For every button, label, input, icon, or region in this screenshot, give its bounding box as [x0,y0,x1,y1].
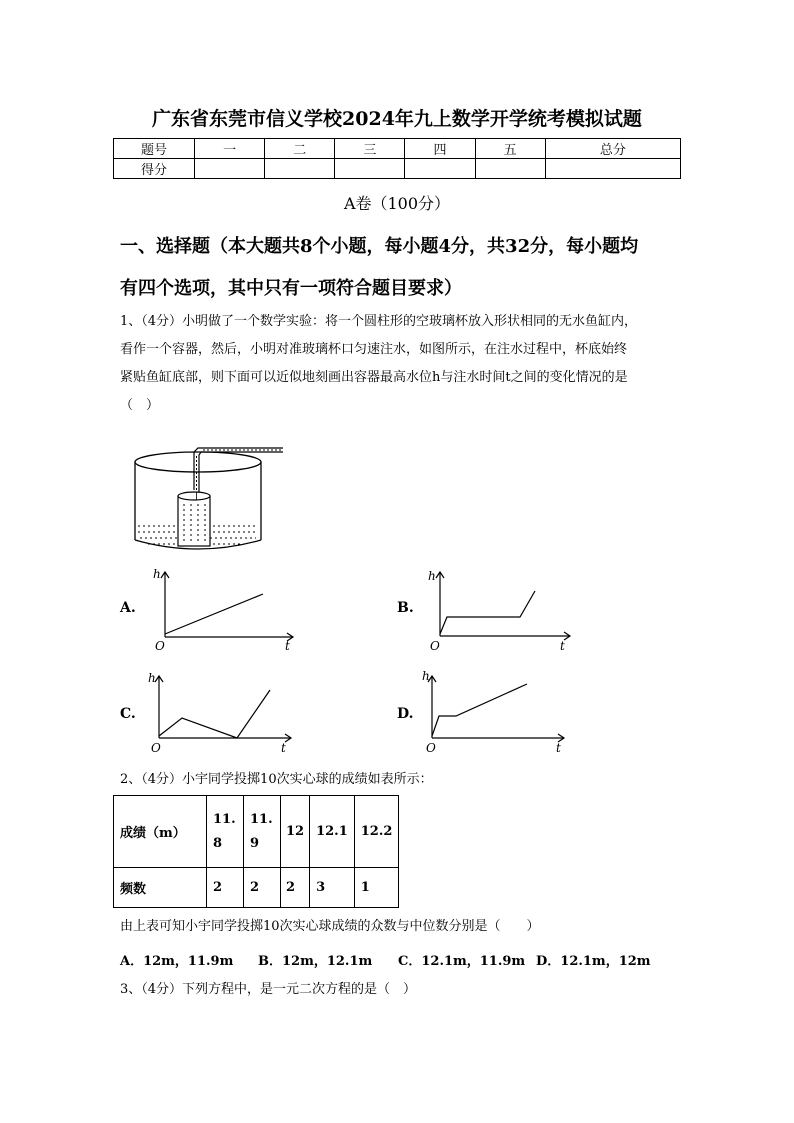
q2-freq-cell: 2 [207,868,244,908]
q3-stem: 3、（4分）下列方程中，是一元二次方程的是（ ） [120,982,417,997]
t-label: t [285,639,290,653]
score-table-score-row [114,159,681,179]
t-label: t [556,741,561,755]
q1-line: （ ） [120,398,160,413]
score-row-label: 得分 [114,159,195,179]
q1-line: 看作一个容器，然后，小明对准玻璃杯口匀速注水，如图所示，在注水过程中，杯底始终 [120,342,628,357]
t-label: t [560,639,565,653]
score-cell: 总分 [545,139,680,159]
q1-option-d-label[interactable]: D. [397,706,414,722]
q2-score-cell: 12 [281,796,310,868]
q1-line: 紧贴鱼缸底部，则下面可以近似地刻画出容器最高水位h与注水时间t之间的变化情况的是 [120,370,628,385]
score-blank[interactable] [195,159,265,179]
fish-tank-figure [128,440,288,555]
origin-label: O [155,639,165,653]
q2-score-cell: 11. 8 [207,796,244,868]
glass-cup [178,492,210,546]
q2-score-cell: 11. 9 [244,796,281,868]
q2-row-label: 频数 [114,868,207,908]
q2-freq-cell: 3 [310,868,355,908]
q2-stem: 2、（4分）小宇同学投掷10次实心球的成绩如表所示： [120,772,433,787]
q2-choice-b[interactable]: B．12m，12.1m [258,954,373,969]
q1-graph-b[interactable] [422,566,572,661]
part1-heading-line2: 有四个选项，其中只有一项符合题目要求） [120,278,462,299]
q2-row-label: 成绩（m） [114,796,207,868]
q2-choice-a[interactable]: A．12m，11.9m [120,954,234,969]
q2-score-table [113,795,399,908]
tank-top-rim [135,452,261,472]
origin-label: O [151,741,161,755]
graph-a-line [165,594,263,634]
q1-option-a-label[interactable]: A. [120,600,136,616]
q2-freq-cell: 1 [354,868,399,908]
q2-score-row [114,796,399,868]
q2-question: 由上表可知小宇同学投掷10次实心球成绩的众数与中位数分别是（ ） [120,919,540,934]
score-cell: 一 [195,139,265,159]
score-cell: 三 [335,139,405,159]
graph-c-line [159,690,270,738]
score-cell: 题号 [114,139,195,159]
water-pipe [194,448,283,500]
score-table [113,138,681,179]
q1-option-b-label[interactable]: B. [397,600,414,616]
origin-label: O [426,741,436,755]
q1-graph-d[interactable] [422,668,572,763]
score-blank[interactable] [475,159,545,179]
q2-freq-row [114,868,399,908]
q1-stem [120,308,680,420]
q2-choice-d[interactable]: D．12.1m，12m [536,954,651,969]
score-blank[interactable] [405,159,475,179]
t-label: t [281,741,286,755]
origin-label: O [430,639,440,653]
h-label: h [153,567,161,581]
q2-score-cell: 12.2 [354,796,399,868]
part1-heading-line1: 一、选择题（本大题共8个小题，每小题4分，共32分，每小题均 [120,236,639,257]
score-cell: 四 [405,139,475,159]
score-cell: 二 [265,139,335,159]
exam-title: 广东省东莞市信义学校2024年九上数学开学统考模拟试题 [152,108,642,130]
graph-b-line [440,591,535,634]
h-label: h [148,671,156,685]
q2-score-cell: 12.1 [310,796,355,868]
h-label: h [422,669,430,683]
h-label: h [428,569,436,583]
graph-d-line [432,684,527,736]
q1-graph-c[interactable] [145,668,295,763]
score-cell: 五 [475,139,545,159]
q2-freq-cell: 2 [244,868,281,908]
score-table-header-row [114,139,681,159]
q1-graph-a[interactable] [145,562,295,657]
score-blank[interactable] [265,159,335,179]
q2-freq-cell: 2 [281,868,310,908]
q2-choice-c[interactable]: C．12.1m，11.9m [398,954,526,969]
q2-choices [120,950,680,969]
score-blank[interactable] [545,159,680,179]
q1-option-c-label[interactable]: C. [120,706,136,722]
score-blank[interactable] [335,159,405,179]
section-a-heading: A卷（100分） [343,194,451,213]
q1-line: 1、（4分）小明做了一个数学实验：将一个圆柱形的空玻璃杯放入形状相同的无水鱼缸内， [120,314,638,329]
